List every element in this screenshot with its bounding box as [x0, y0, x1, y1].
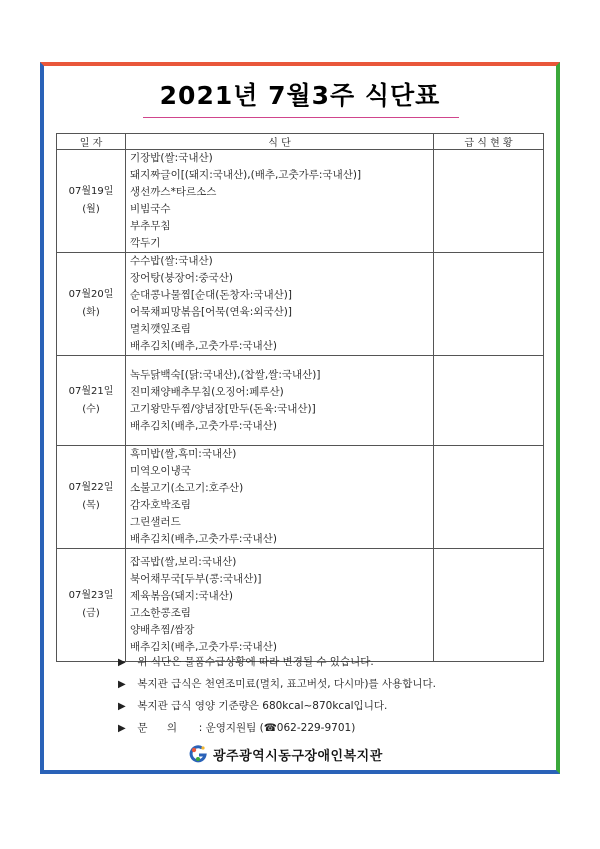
table-row [57, 446, 544, 549]
menu-item: 미역오이냉국 [130, 465, 191, 477]
date-label: 07월22일 [68, 482, 114, 493]
menu-item: 양배추찜/쌈장 [130, 624, 195, 636]
header-day: 일 자 [57, 134, 126, 150]
status-cell [434, 356, 544, 446]
menu-item: 북어채무국[두부(콩:국내산)] [130, 573, 262, 585]
weekday-label: (금) [82, 608, 100, 619]
day-cell [57, 356, 126, 446]
status-cell [434, 150, 544, 253]
menu-item: 흑미밥(쌀,흑미:국내산) [130, 448, 237, 460]
arrow-right-icon: ▶ [118, 723, 126, 734]
note-text: 위 식단은 물품수급상황에 따라 변경될 수 있습니다. [137, 656, 374, 668]
arrow-right-icon: ▶ [118, 657, 126, 668]
note-line [118, 651, 548, 673]
menu-item: 기장밥(쌀:국내산) [130, 152, 213, 164]
status-cell [434, 549, 544, 662]
menu-cell [126, 150, 434, 253]
menu-item: 어묵채피망볶음[어묵(연육:외국산)] [130, 306, 292, 318]
day-cell [57, 253, 126, 356]
arrow-right-icon: ▶ [118, 679, 126, 690]
status-cell [434, 253, 544, 356]
weekday-label: (목) [82, 500, 100, 511]
inquiry-colon: : [198, 722, 203, 734]
menu-item: 장어탕(붕장어:중국산) [130, 272, 234, 284]
footer [188, 744, 383, 764]
menu-cell [126, 549, 434, 662]
note-line [118, 695, 548, 717]
inquiry-value: 운영지원팀 (☎062-229-9701) [205, 722, 356, 734]
menu-item: 깍두기 [130, 237, 161, 249]
menu-item: 고기왕만두찜/양념장[만두(돈육:국내산)] [130, 402, 316, 415]
table-row [57, 549, 544, 662]
header-menu: 식 단 [126, 134, 434, 150]
menu-item: 멸치깻잎조림 [130, 323, 191, 335]
menu-item: 배추김치(배추,고춧가루:국내산) [130, 533, 277, 545]
menu-item: 배추김치(배추,고춧가루:국내산) [130, 641, 277, 653]
note-text: 복지관 급식은 천연조미료(멸치, 표고버섯, 다시마)를 사용합니다. [137, 678, 436, 690]
inquiry-line [118, 717, 548, 739]
org-logo-icon [188, 744, 208, 764]
note-line [118, 673, 548, 695]
weekday-label: (수) [82, 403, 100, 415]
inquiry-label: 문 의 [137, 722, 185, 734]
table-row [57, 356, 544, 446]
menu-item: 소불고기(소고기:호주산) [130, 482, 244, 494]
org-name: 광주광역시동구장애인복지관 [213, 748, 383, 764]
day-cell [57, 150, 126, 253]
menu-item: 배추김치(배추,고춧가루:국내산) [130, 419, 277, 432]
note-text: 복지관 급식 영양 기준량은 680kcal~870kcal입니다. [137, 700, 388, 712]
menu-item: 비빔국수 [130, 203, 171, 215]
date-label: 07월19일 [68, 186, 114, 197]
menu-item: 그린샐러드 [130, 516, 181, 528]
menu-item: 생선까스*타르소스 [130, 186, 217, 198]
table-header-row [57, 134, 544, 150]
menu-item: 감자호박조림 [130, 499, 191, 511]
menu-table [56, 133, 544, 662]
status-cell [434, 446, 544, 549]
header-status: 급 식 현 황 [434, 134, 544, 150]
table-row [57, 253, 544, 356]
menu-cell [126, 253, 434, 356]
menu-item: 제육볶음(돼지:국내산) [130, 590, 234, 602]
title-underline [143, 117, 459, 118]
menu-item: 잡곡밥(쌀,보리:국내산) [130, 556, 237, 568]
notes [118, 651, 548, 739]
menu-cell [126, 446, 434, 549]
weekday-label: (월) [82, 204, 100, 215]
menu-cell [126, 356, 434, 446]
menu-item: 수수밥(쌀:국내산) [130, 255, 213, 267]
day-cell [57, 446, 126, 549]
menu-item: 고소한콩조림 [130, 607, 191, 619]
table-row [57, 150, 544, 253]
arrow-right-icon: ▶ [118, 701, 126, 712]
menu-item: 진미채양배추무침(오징어:페루산) [130, 385, 284, 398]
menu-item: 배추김치(배추,고춧가루:국내산) [130, 340, 277, 352]
date-label: 07월20일 [68, 289, 114, 300]
menu-item: 돼지짜글이[(돼지:국내산),(배추,고춧가루:국내산)] [130, 169, 362, 181]
page-title: 2021년 7월3주 식단표 [159, 81, 441, 110]
day-cell [57, 549, 126, 662]
menu-item: 부추무침 [130, 220, 171, 232]
menu-item: 녹두닭백숙[(닭:국내산),(찹쌀,쌀:국내산)] [130, 368, 321, 381]
date-label: 07월23일 [68, 590, 114, 601]
weekday-label: (화) [82, 307, 100, 318]
menu-item: 순대콩나물찜[순대(돈창자:국내산)] [130, 289, 292, 301]
date-label: 07월21일 [68, 385, 114, 397]
